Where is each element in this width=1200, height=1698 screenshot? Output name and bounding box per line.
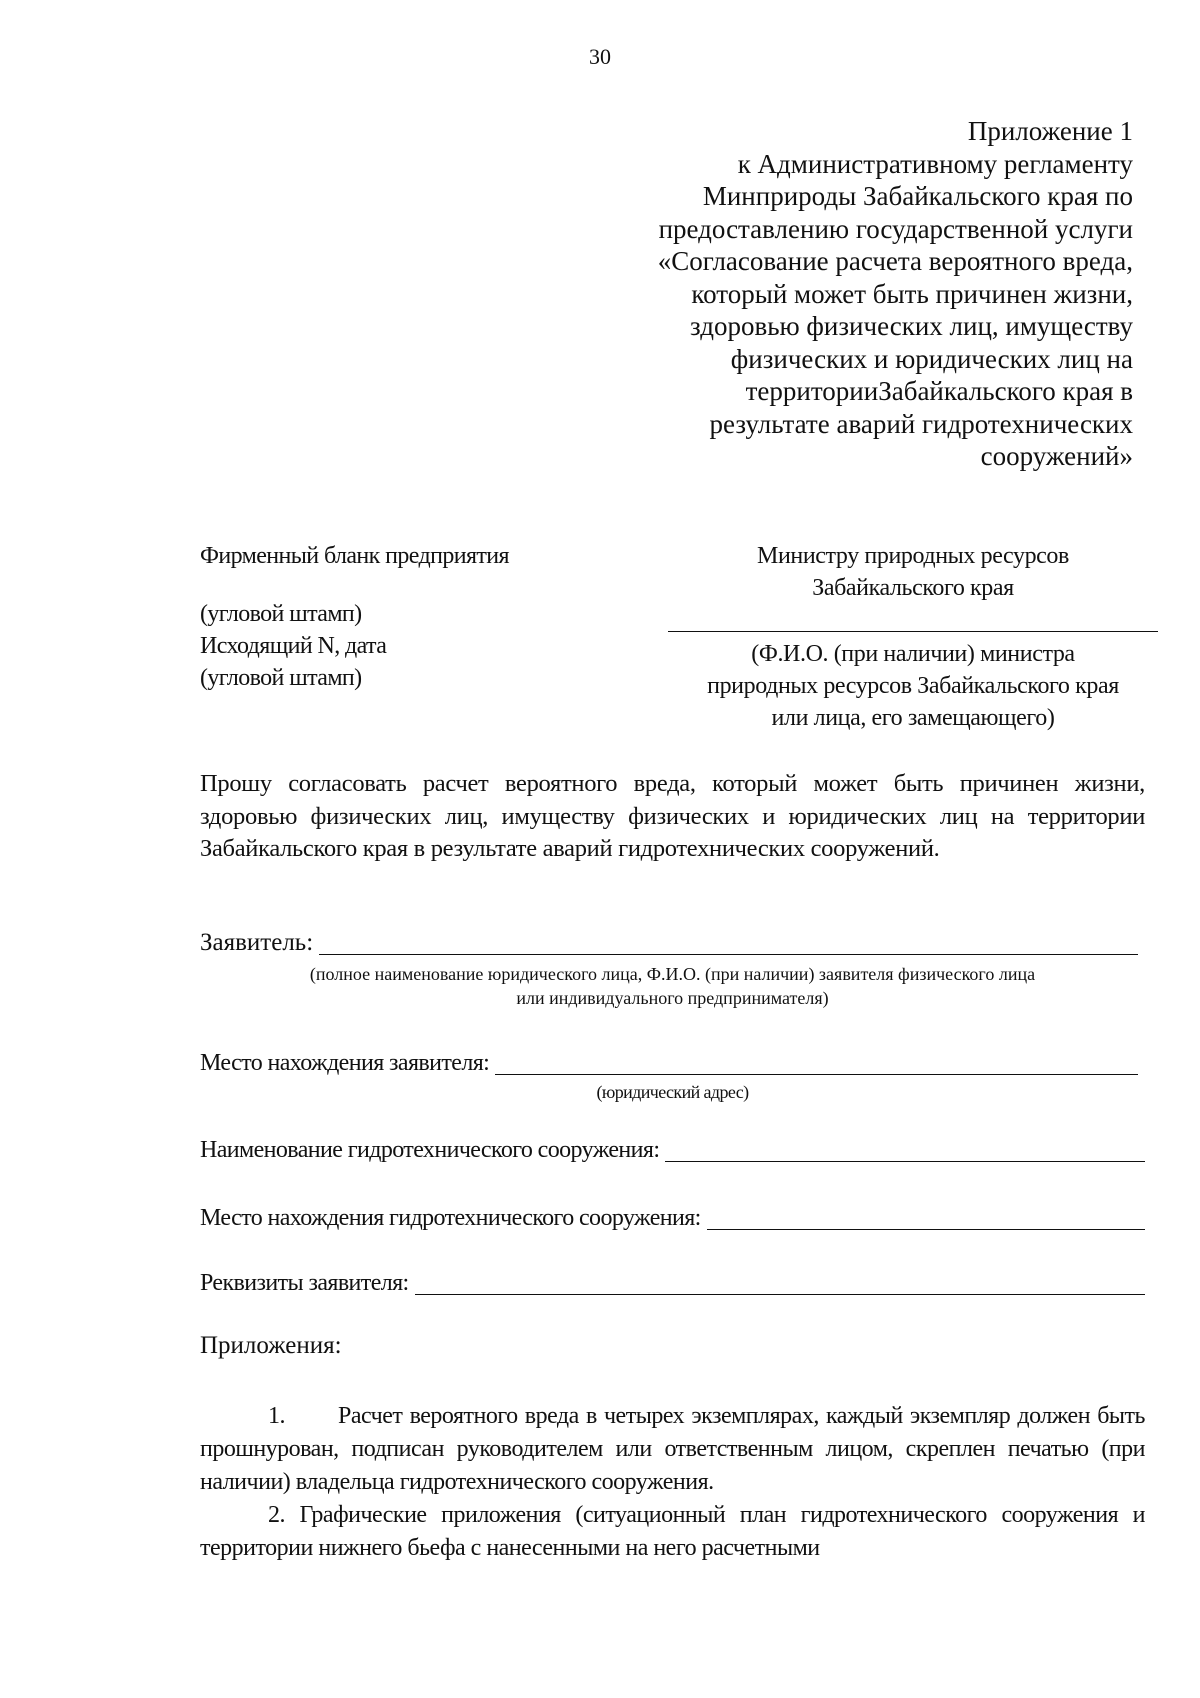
minister-name-hint: природных ресурсов Забайкальского края	[707, 673, 1119, 699]
appendix-line: Приложение 1	[967, 116, 1133, 146]
request-paragraph: Прошу согласовать расчет вероятного вреда, который может быть причинен жизни, здоровью физических лиц, имуществу физических и юридических лиц на территории Забайкальского края в результате аварий гидротехнических сооружений.	[200, 770, 1145, 862]
letterhead-block	[200, 540, 509, 694]
corner-stamp-label: (угловой штамп)	[200, 665, 362, 691]
applicant-label: Заявитель:	[200, 929, 314, 956]
legal-address-hint: (юридический адрес)	[596, 1082, 749, 1102]
appendix-line: территорииЗабайкальского края в	[745, 376, 1133, 406]
requisites-input-line[interactable]	[415, 1293, 1145, 1295]
applicant-hint-line: или индивидуального предпринимателя)	[516, 988, 829, 1008]
hts-name-label: Наименование гидротехнического сооружения:	[200, 1137, 660, 1163]
attachments-title: Приложения:	[200, 1332, 342, 1359]
appendix-header	[573, 115, 1133, 473]
appendix-line: физических и юридических лиц на	[730, 343, 1133, 374]
appendix-line: к Административному регламенту	[737, 148, 1133, 179]
minister-name-hint: или лица, его замещающего)	[771, 705, 1055, 731]
hts-location-input-line[interactable]	[707, 1228, 1145, 1230]
applicant-hint-line: (полное наименование юридического лица, Ф.И.О. (при наличии) заявителя физического лица	[309, 964, 1036, 984]
applicant-hint	[200, 962, 1145, 1010]
appendix-line: здоровью физических лиц, имуществу	[690, 311, 1133, 341]
applicant-location-label: Место нахождения заявителя:	[200, 1050, 490, 1076]
corner-stamp-label: (угловой штамп)	[200, 601, 362, 627]
appendix-line: который может быть причинен жизни,	[691, 278, 1133, 309]
applicant-location-input-line[interactable]	[495, 1073, 1138, 1075]
hts-location-field	[200, 1203, 1145, 1233]
appendix-line: Минприроды Забайкальского края по	[702, 181, 1133, 211]
minister-name-hint: (Ф.И.О. (при наличии) министра	[751, 641, 1075, 667]
hts-name-field	[200, 1135, 1145, 1165]
minister-name-line[interactable]	[668, 630, 1158, 632]
page-number: 30	[589, 44, 611, 69]
applicant-location-field	[200, 1048, 1138, 1078]
attachment-item	[200, 1400, 1145, 1499]
requisites-label: Реквизиты заявителя:	[200, 1270, 409, 1296]
letterhead-title: Фирменный бланк предприятия	[200, 543, 509, 569]
attachment-item	[200, 1499, 1145, 1565]
outgoing-number-label: Исходящий N, дата	[200, 633, 387, 659]
attachment-item-text: Расчет вероятного вреда в четырех экземплярах, каждый экземпляр должен быть прошнурован, подписан руководителем или ответственным лицом, скреплен печатью (при наличии) владельца гидротехнического сооружения.	[200, 1403, 1145, 1495]
applicant-input-line[interactable]	[319, 953, 1138, 955]
hts-location-label: Место нахождения гидротехнического сооружения:	[200, 1205, 701, 1231]
applicant-field	[200, 928, 1138, 958]
attachment-item-number: 1.	[268, 1403, 285, 1429]
appendix-line: «Согласование расчета вероятного вреда,	[657, 246, 1133, 276]
addressee-line: Забайкальского края	[812, 575, 1014, 601]
attachment-item-number: 2.	[268, 1502, 285, 1528]
addressee-block	[668, 540, 1158, 734]
addressee-line: Министру природных ресурсов	[757, 543, 1069, 569]
hts-name-input-line[interactable]	[665, 1160, 1145, 1162]
requisites-field	[200, 1268, 1145, 1298]
attachment-item-text: Графические приложения (ситуационный план гидротехнического сооружения и территории нижнего бьефа с нанесенными на него расчетными	[200, 1502, 1145, 1561]
appendix-line: результате аварий гидротехнических	[709, 408, 1133, 439]
appendix-line: предоставлению государственной услуги	[658, 213, 1133, 244]
appendix-line: сооружений»	[980, 441, 1133, 471]
